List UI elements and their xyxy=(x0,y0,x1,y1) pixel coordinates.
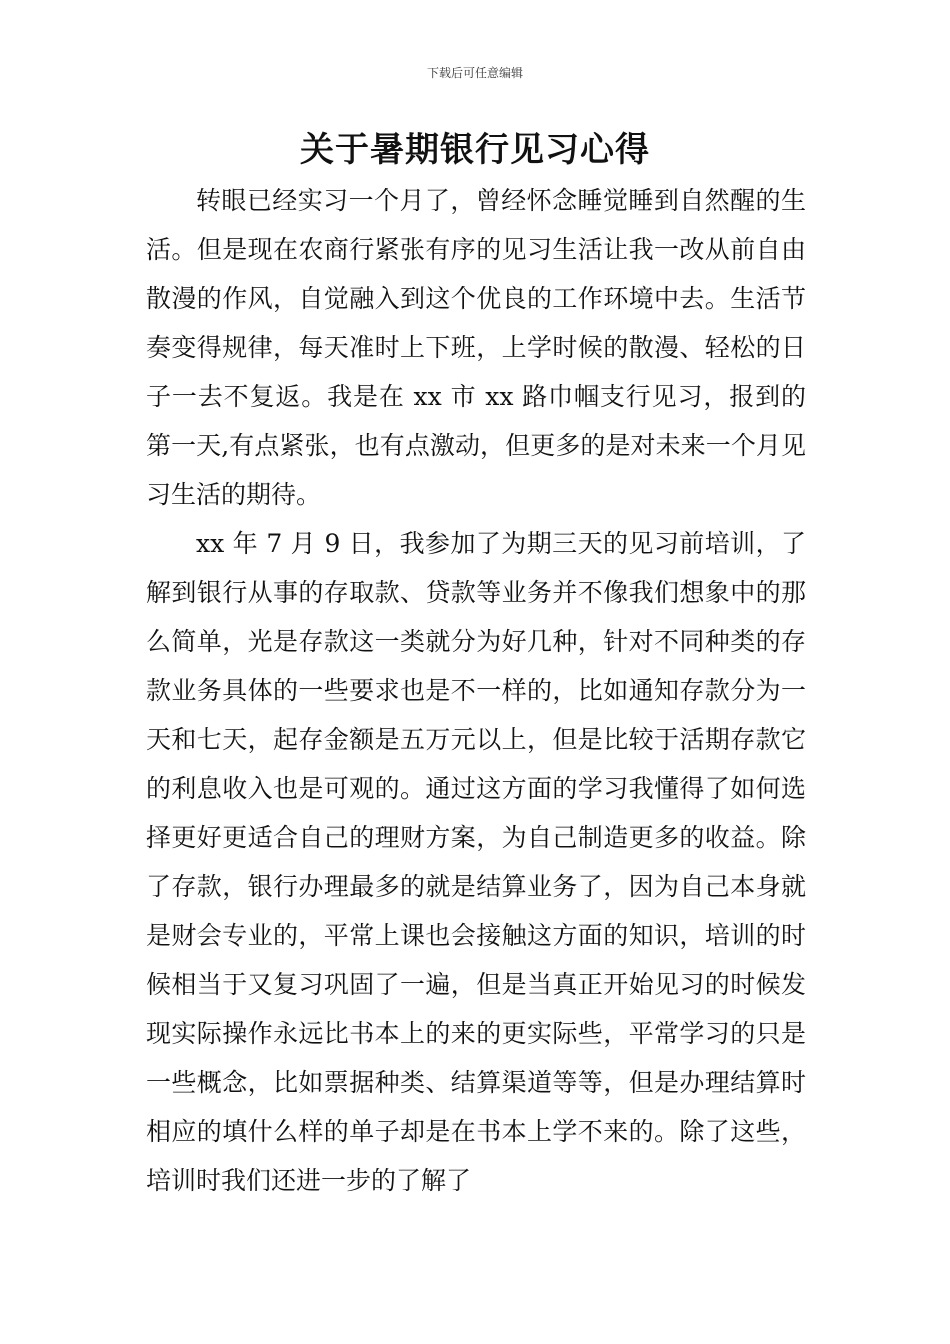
paragraph-1: 转眼已经实习一个月了，曾经怀念睡觉睡到自然醒的生活。但是现在农商行紧张有序的见习生活让我一改从前自由散漫的作风，自觉融入到这个优良的工作环境中去。生活节奏变得规律，每天准时上下班，上学时候的散漫、轻松的日子一去不复返。我是在 xx 市 xx 路巾帼支行见习，报到的第一天,有点紧张，也有点激动，但更多的是对未来一个月见习生活的期待。 xyxy=(146,186,806,509)
document-body xyxy=(146,176,806,1205)
page-header-note: 下载后可任意编辑 xyxy=(426,66,523,80)
paragraph-2: xx 年 7 月 9 日，我参加了为期三天的见习前培训，了解到银行从事的存取款、贷款等业务并不像我们想象中的那么简单，光是存款这一类就分为好几种，针对不同种类的存款业务具体的一些要求也是不一样的，比如通知存款分为一天和七天，起存金额是五万元以上，但是比较于活期存款它的利息收入也是可观的。通过这方面的学习我懂得了如何选择更好更适合自己的理财方案，为自己制造更多的收益。除了存款，银行办理最多的就是结算业务了，因为自己本身就是财会专业的，平常上课也会接触这方面的知识，培训的时候相当于又复习巩固了一遍，但是当真正开始见习的时候发现实际操作永远比书本上的来的更实际些，平常学习的只是一些概念，比如票据种类、结算渠道等等，但是办理结算时相应的填什么样的单子却是在书本上学不来的。除了这些，培训时我们还进一步的了解了 xyxy=(146,529,806,1195)
document-title: 关于暑期银行见习心得 xyxy=(300,130,650,170)
